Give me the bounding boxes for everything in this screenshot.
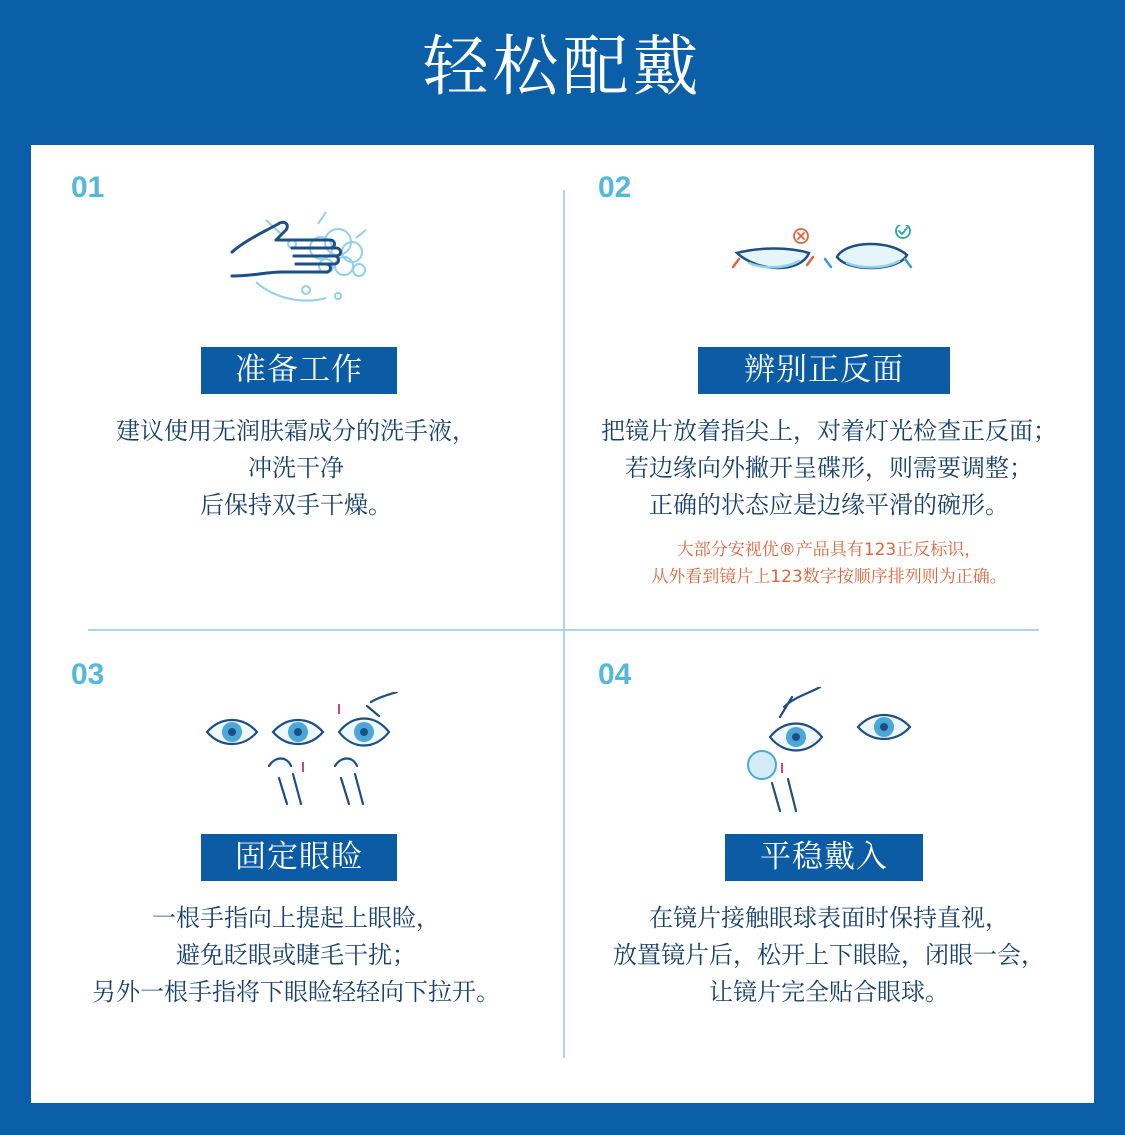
eyelid-hold-icon xyxy=(201,692,401,807)
step-label: 平稳戴入 xyxy=(725,834,923,881)
step-card-insert xyxy=(564,632,1094,1112)
page-title: 轻松配戴 xyxy=(422,28,703,105)
step-description: 把镜片放着指尖上，对着灯光检查正反面； 若边缘向外撇开呈碟形，则需要调整； 正确的状态应是边缘平滑的碗形。 xyxy=(601,417,1057,519)
step-description: 在镜片接触眼球表面时保持直视， 放置镜片后，松开上下眼睑，闭眼一会， 让镜片完全贴合眼球。 xyxy=(613,904,1045,1006)
step-card-prepare xyxy=(31,145,561,625)
step-description: 建议使用无润肤霜成分的洗手液， 冲洗干净 后保持双手干燥。 xyxy=(116,417,476,519)
step-label: 辨别正反面 xyxy=(698,347,950,394)
step-label: 准备工作 xyxy=(201,347,397,394)
step-card-check-side xyxy=(564,145,1094,625)
step-number: 01 xyxy=(71,171,105,204)
lens-shape-check-icon xyxy=(729,225,929,285)
step-label: 固定眼睑 xyxy=(201,834,397,881)
hand-washing-icon xyxy=(226,200,376,310)
step-number: 04 xyxy=(598,658,632,691)
step-card-hold-eyelid xyxy=(31,632,561,1112)
steps-panel xyxy=(31,145,1094,1103)
horizontal-divider xyxy=(88,629,1039,631)
step-note: 大部分安视优®产品具有123正反标识， 从外看到镜片上123数字按顺序排列则为正确。 xyxy=(651,540,1007,587)
lens-insertion-icon xyxy=(744,687,924,812)
step-description: 一根手指向上提起上眼睑， 避免眨眼或睫毛干扰； 另外一根手指将下眼睑轻轻向下拉开。 xyxy=(92,904,500,1006)
step-number: 02 xyxy=(598,171,632,204)
step-number: 03 xyxy=(71,658,105,691)
